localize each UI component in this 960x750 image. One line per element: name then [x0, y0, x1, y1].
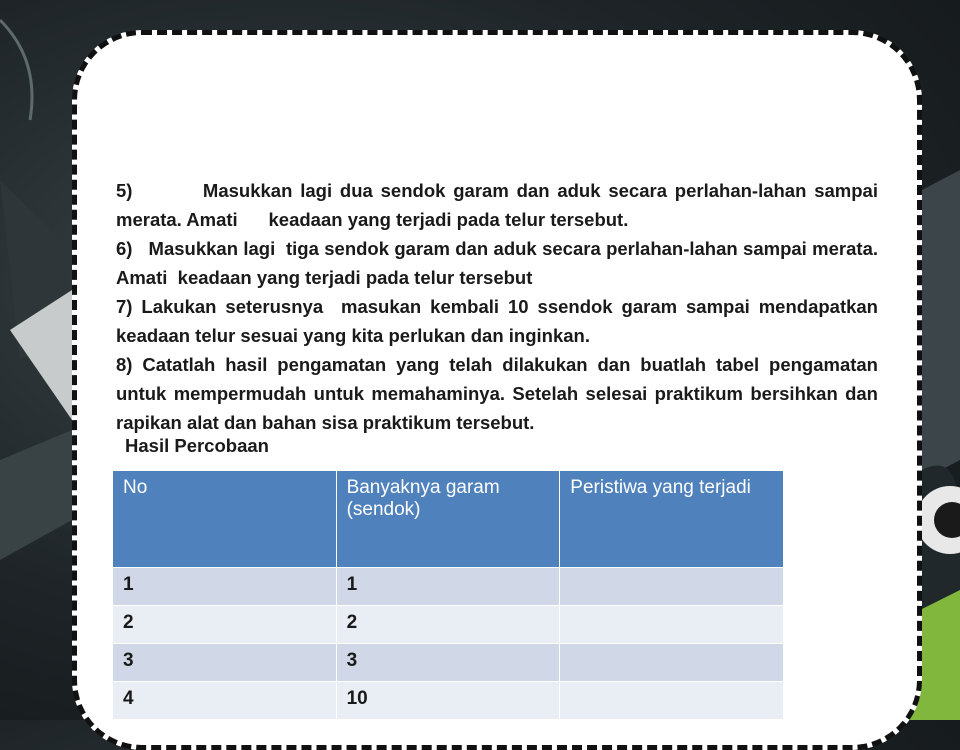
table-header-row — [113, 471, 784, 568]
cell-no: 1 — [113, 568, 337, 606]
header-event: Peristiwa yang terjadi — [560, 471, 784, 568]
header-no: No — [113, 471, 337, 568]
results-table — [112, 470, 784, 720]
cell-event — [560, 682, 784, 720]
cell-no: 4 — [113, 682, 337, 720]
instructions — [116, 176, 878, 437]
cell-salt: 2 — [336, 606, 560, 644]
cell-event — [560, 606, 784, 644]
table-row — [113, 644, 784, 682]
header-salt-amount: Banyaknya garam (sendok) — [336, 471, 560, 568]
table-row — [113, 682, 784, 720]
step-7: 7) Lakukan seterusnya masukan kembali 10 ssendok garam sampai mendapatkan keadaan telur sesuai yang kita perlukan dan inginkan. — [116, 296, 878, 346]
section-heading: Hasil Percobaan — [125, 435, 269, 456]
table-row — [113, 606, 784, 644]
cell-event — [560, 568, 784, 606]
cell-salt: 10 — [336, 682, 560, 720]
cell-salt: 1 — [336, 568, 560, 606]
step-5: 5) Masukkan lagi dua sendok garam dan aduk secara perlahan-lahan sampai merata. Amati keadaan yang terjadi pada telur tersebut. — [116, 180, 878, 230]
step-6: 6) Masukkan lagi tiga sendok garam dan aduk secara perlahan-lahan sampai merata. Amati keadaan yang terjadi pada telur tersebut — [116, 238, 878, 288]
cell-no: 2 — [113, 606, 337, 644]
step-8: 8) Catatlah hasil pengamatan yang telah dilakukan dan buatlah tabel pengamatan untuk mempermudah untuk memahaminya. Setelah selesai praktikum bersihkan dan rapikan alat dan bahan sisa praktikum tersebut. — [116, 354, 878, 433]
cell-event — [560, 644, 784, 682]
cell-no: 3 — [113, 644, 337, 682]
cell-salt: 3 — [336, 644, 560, 682]
table-row — [113, 568, 784, 606]
